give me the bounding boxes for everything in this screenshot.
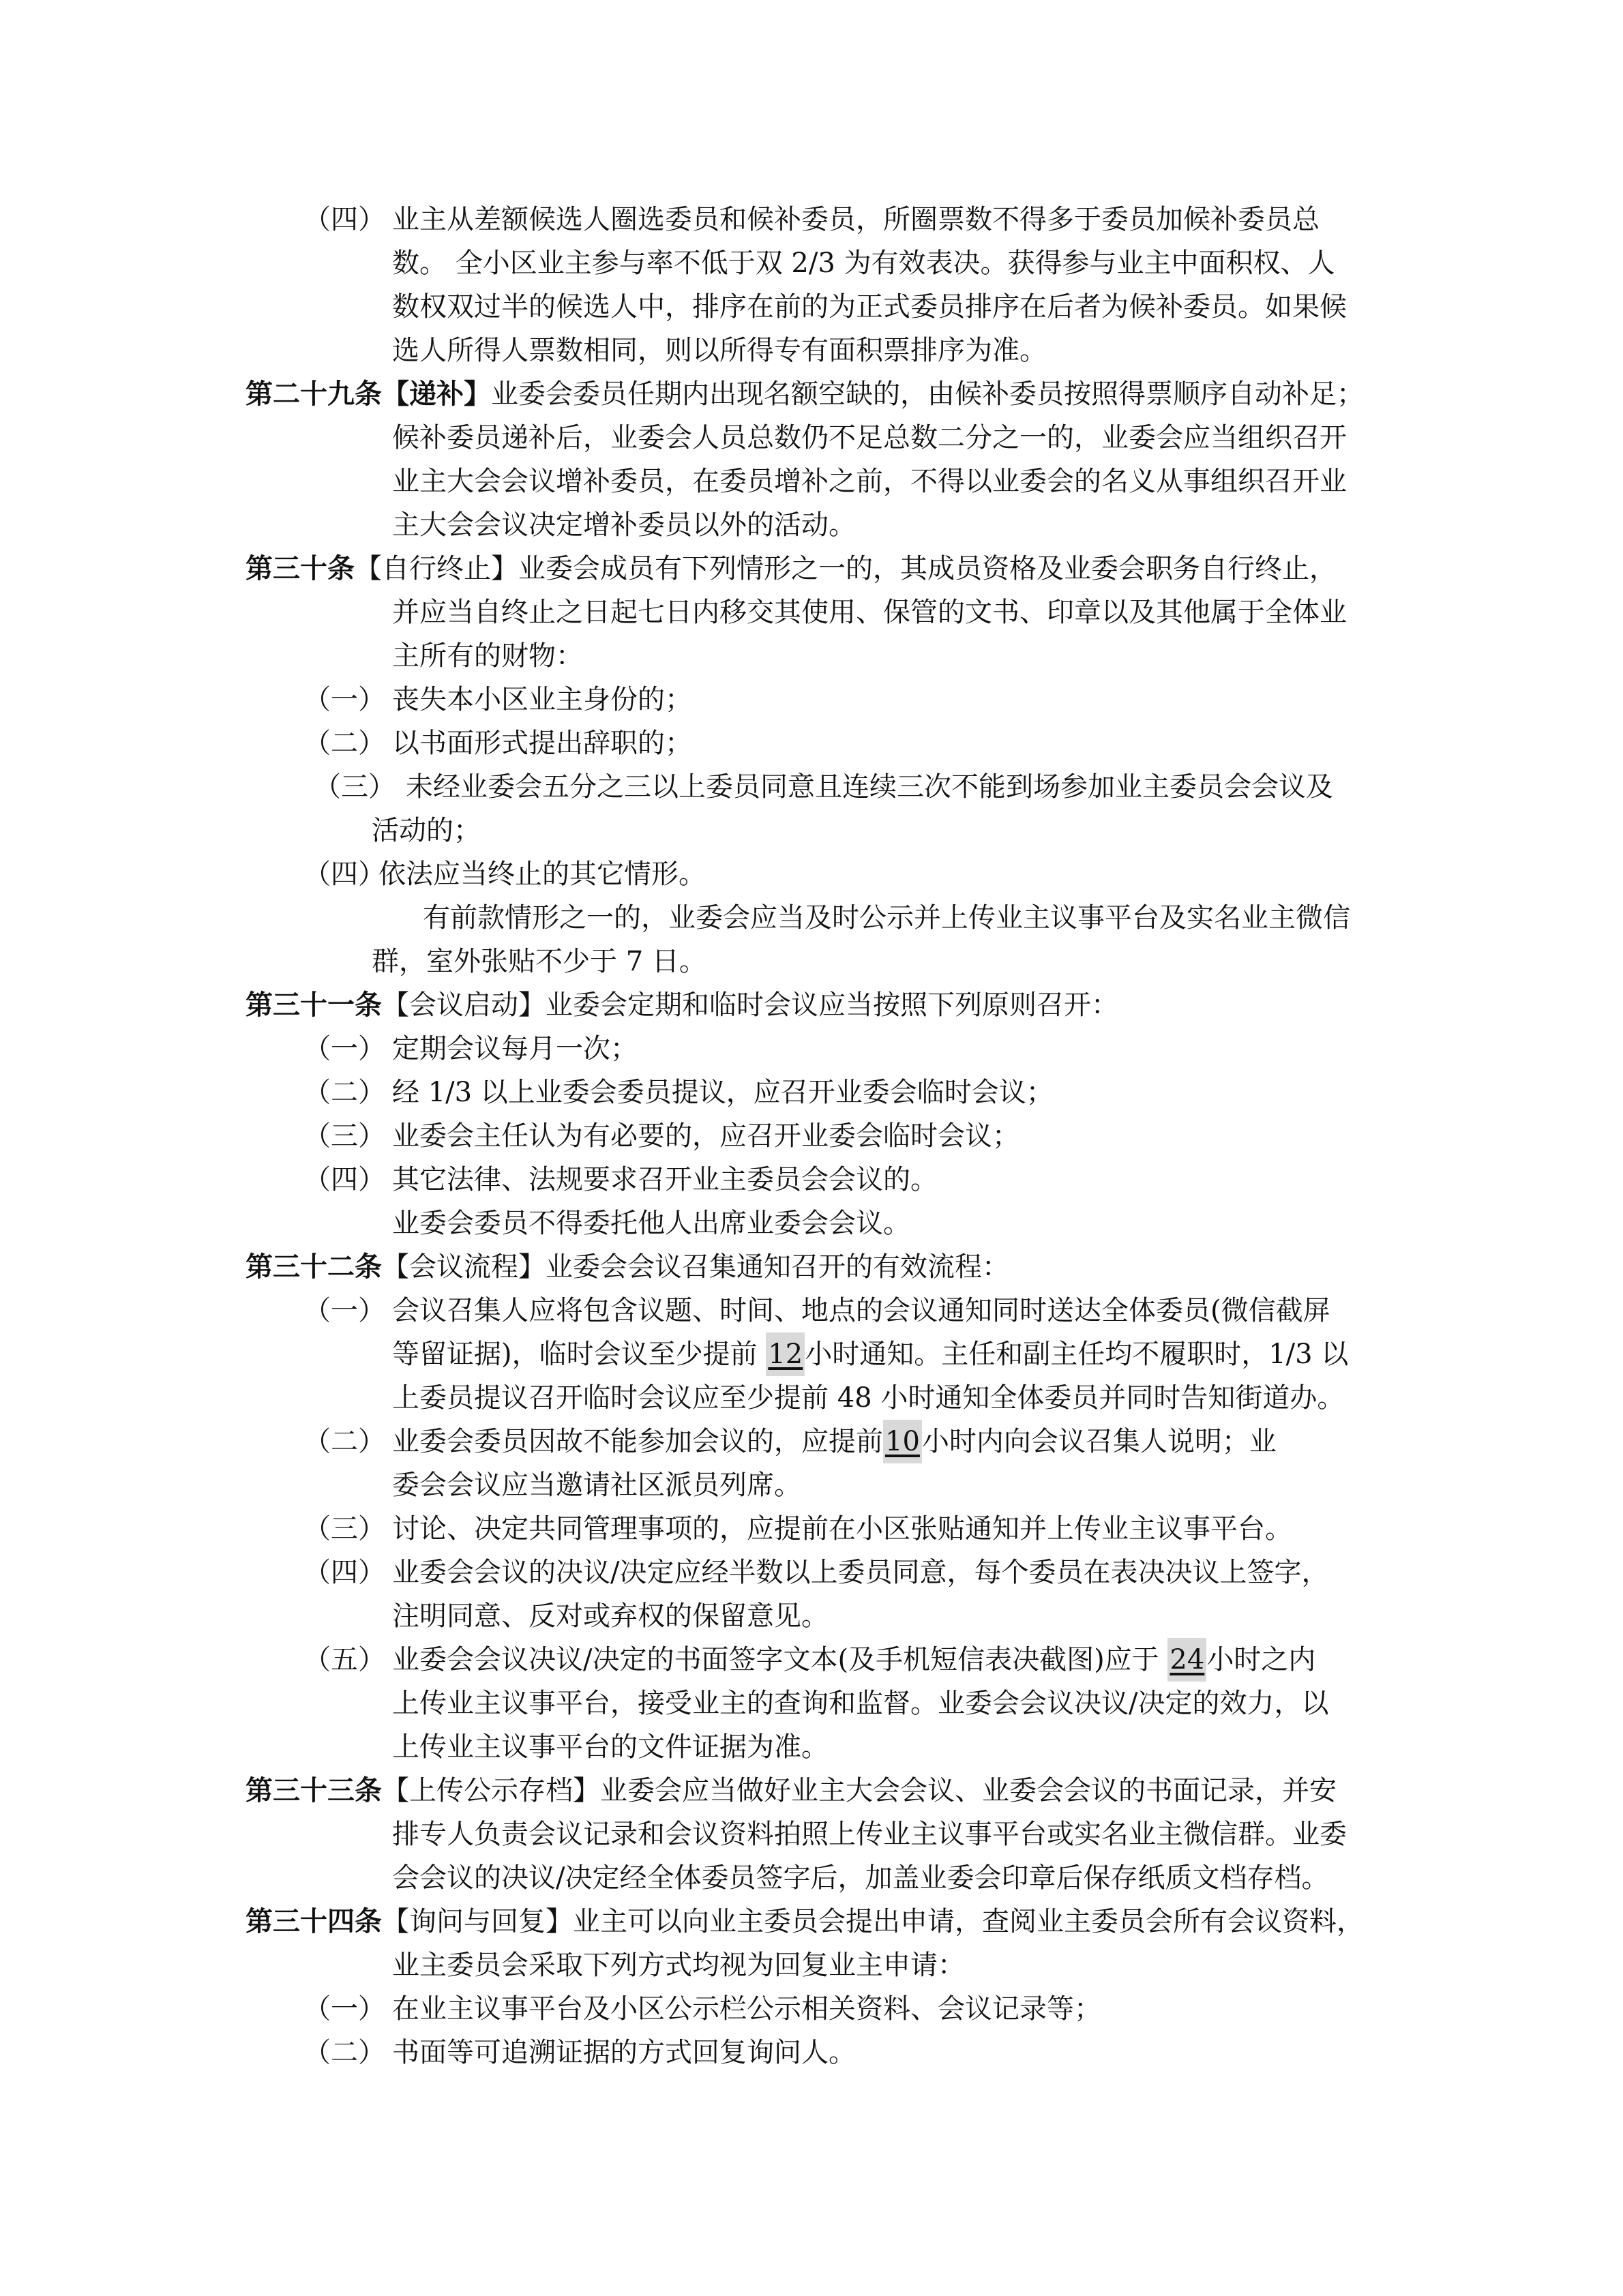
item-text: 在业主议事平台及小区公示栏公示相关资料、会议记录等；: [392, 1993, 1101, 2025]
article-34-text: 业主委员会采取下列方式均视为回复业主申请：: [392, 1950, 965, 1981]
item-text: 注明同意、反对或弃权的保留意见。: [392, 1600, 829, 1632]
article-34-text: 业主可以向业主委员会提出申请，查阅业主委员会所有会议资料，: [573, 1906, 1364, 1937]
item-marker: （二）: [303, 1426, 385, 1457]
article-33-tag: 【上传公示存档】: [382, 1775, 600, 1806]
article-32-text: 业委会会议召集通知召开的有效流程：: [546, 1251, 1009, 1283]
item-marker: （一）: [303, 1295, 385, 1326]
item-marker: （三）: [303, 1513, 385, 1545]
item-text-part: 等留证据)，临时会议至少提前: [392, 1339, 766, 1370]
item-marker: （四）: [303, 1164, 385, 1195]
article-34-tag: 【询问与回复】: [382, 1906, 573, 1937]
item-text-part: 小时内向会议召集人说明；业: [921, 1426, 1277, 1457]
item-text: 上传业主议事平台的文件证据为准。: [392, 1731, 829, 1763]
item-text: [392, 1420, 1277, 1463]
item-marker: （二）: [303, 728, 385, 759]
article-30-note: 群，室外张贴不少于 7 日。: [372, 946, 706, 977]
item-text: 委会会议应当邀请社区派员列席。: [392, 1470, 801, 1501]
hours-blank-field[interactable]: 12: [766, 1332, 805, 1376]
item-text: 选人所得人票数相同，则以所得专有面积票排序为准。: [392, 335, 1047, 366]
article-30-text: 并应当自终止之日起七日内移交其使用、保管的文书、印章以及其他属于全体业: [392, 597, 1347, 628]
item-marker: （一）: [303, 1993, 385, 2025]
item-marker: （一）: [303, 684, 385, 715]
item-text: 讨论、决定共同管理事项的，应提前在小区张贴通知并上传业主议事平台。: [392, 1513, 1292, 1545]
article-29-text: 主大会会议决定增补委员以外的活动。: [392, 509, 856, 541]
item-marker: （四）: [303, 1557, 385, 1588]
item-text: 上传业主议事平台，接受业主的查询和监督。业委会会议决议/决定的效力，以: [392, 1688, 1329, 1719]
article-34-head: 第三十四条: [245, 1905, 382, 1937]
article-30-note: 有前款情形之一的，业委会应当及时公示并上传业主议事平台及实名业主微信: [423, 902, 1350, 934]
item-text: 未经业委会五分之三以上委员同意且连续三次不能到场参加业主委员会会议及: [406, 771, 1333, 803]
item-text: [392, 1332, 1348, 1376]
article-33-text: 会会议的决议/决定经全体委员签字后，加盖业委会印章后保存纸质文档存档。: [392, 1862, 1329, 1894]
item-marker: （五）: [303, 1644, 385, 1675]
article-32-tag: 【会议流程】: [382, 1251, 546, 1283]
item-text: 上委员提议召开临时会议应至少提前 48 小时通知全体委员并同时告知街道办。: [392, 1382, 1345, 1414]
item-text: 定期会议每月一次；: [392, 1033, 638, 1064]
item-text-part: 业委会委员因故不能参加会议的，应提前: [392, 1426, 883, 1457]
item-text-part: 小时之内: [1206, 1644, 1316, 1675]
item-text: 数权双过半的候选人中，排序在前的为正式委员排序在后者为候补委员。如果候: [392, 291, 1347, 323]
article-32: [245, 1245, 1009, 1289]
article-33-text: 排专人负责会议记录和会议资料拍照上传业主议事平台或实名业主微信群。业委: [392, 1819, 1347, 1850]
item-text: [392, 1638, 1315, 1682]
item-text: 丧失本小区业主身份的；: [392, 684, 692, 715]
article-33-text: 业委会应当做好业主大会会议、业委会会议的书面记录，并安: [600, 1775, 1337, 1806]
article-31: [245, 983, 1118, 1027]
item-text: 书面等可追溯证据的方式回复询问人。: [392, 2037, 856, 2068]
article-33-head: 第三十三条: [245, 1774, 382, 1806]
item-text: 业主从差额候选人圈选委员和候补委员，所圈票数不得多于委员加候补委员总: [392, 204, 1320, 235]
article-29-text: 业委会委员任期内出现名额空缺的，由候补委员按照得票顺序自动补足；: [491, 378, 1364, 410]
item-text-part: 小时通知。主任和副主任均不履职时，1/3 以: [805, 1339, 1349, 1370]
item-text: 会议召集人应将包含议题、时间、地点的会议通知同时送达全体委员(微信截屏: [392, 1295, 1330, 1326]
article-30: [245, 547, 1337, 591]
item-text: 业委会会议的决议/决定应经半数以上委员同意，每个委员在表决决议上签字，: [392, 1557, 1329, 1588]
item-text: 以书面形式提出辞职的；: [392, 728, 692, 759]
article-30-head: 第三十条: [245, 552, 355, 584]
article-31-tag: 【会议启动】: [382, 989, 546, 1021]
article-29-text: 业主大会会议增补委员，在委员增补之前，不得以业委会的名义从事组织召开业: [392, 466, 1347, 497]
item-text: 业委会主任认为有必要的，应召开业委会临时会议；: [392, 1120, 1019, 1152]
article-29-head: 第二十九条: [245, 378, 382, 410]
hours-blank-field[interactable]: 10: [883, 1420, 922, 1463]
item-marker: （二）: [303, 1077, 385, 1108]
item-marker: （二）: [303, 2037, 385, 2068]
item-text: 活动的；: [372, 815, 481, 846]
article-30-text: 业委会成员有下列情形之一的，其成员资格及业委会职务自行终止，: [518, 553, 1337, 584]
article-32-head: 第三十二条: [245, 1251, 382, 1283]
article-31-text: 业委会定期和临时会议应当按照下列原则召开：: [546, 989, 1118, 1021]
article-29-text: 候补委员递补后，业委会人员总数仍不足总数二分之一的，业委会应当组织召开: [392, 422, 1347, 453]
article-30-text: 主所有的财物：: [392, 640, 583, 672]
article-29-tag: 【递补】: [382, 378, 491, 410]
item-text: 其它法律、法规要求召开业主委员会会议的。: [392, 1164, 938, 1195]
item-text-part: 业委会会议决议/决定的书面签字文本(及手机短信表决截图)应于: [392, 1644, 1168, 1675]
item-marker: （一）: [303, 1033, 385, 1064]
article-31-note: 业委会委员不得委托他人出席业委会会议。: [392, 1208, 910, 1239]
article-34: [245, 1900, 1364, 1943]
article-29: [245, 372, 1364, 416]
item-marker: （四）: [303, 204, 385, 235]
item-marker: （三）: [314, 771, 396, 803]
item-text: 数。 全小区业主参与率不低于双 2/3 为有效表决。获得参与业主中面积权、人: [392, 248, 1335, 279]
article-31-head: 第三十一条: [245, 989, 382, 1021]
item-marker: （三）: [303, 1120, 385, 1152]
hours-blank-field[interactable]: 24: [1167, 1638, 1206, 1682]
article-33: [245, 1769, 1337, 1813]
item-text: 依法应当终止的其它情形。: [378, 859, 706, 890]
article-30-tag: 【自行终止】: [355, 553, 518, 584]
item-marker: （四）: [303, 859, 385, 890]
item-text: 经 1/3 以上业委会委员提议，应召开业委会临时会议；: [392, 1077, 1054, 1108]
